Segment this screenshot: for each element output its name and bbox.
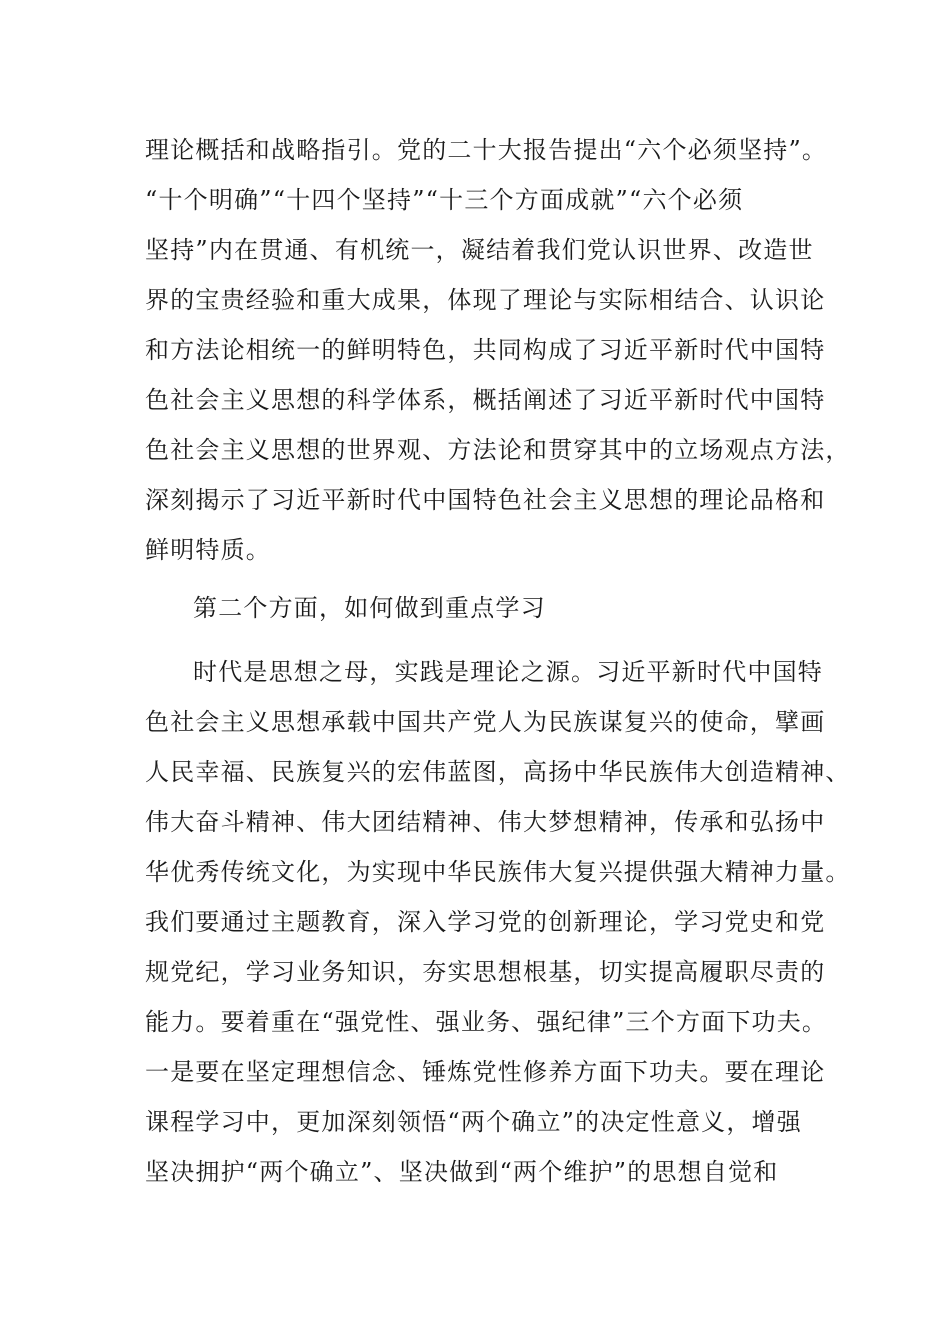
text-line: 华优秀传统文化，为实现中华民族伟大复兴提供强大精神力量。 [145, 858, 851, 886]
text-line: 理论概括和战略指引。党的二十大报告提出“六个必须坚持”。 [145, 136, 828, 164]
text-line: 界的宝贵经验和重大成果，体现了理论与实际相结合、认识论 [145, 286, 826, 314]
section-heading [145, 583, 810, 633]
text-line: 课程学习中，更加深刻领悟“两个确立”的决定性意义，增强 [145, 1108, 802, 1136]
text-line: 色社会主义思想承载中国共产党人为民族谋复兴的使命，擘画 [145, 708, 826, 736]
paragraph-body [145, 647, 851, 1197]
text-line: 和方法论相统一的鲜明特色，共同构成了习近平新时代中国特 [145, 336, 826, 364]
text-line: 一是要在坚定理想信念、锤炼党性修养方面下功夫。要在理论 [145, 1058, 826, 1086]
text-line: 我们要通过主题教育，深入学习党的创新理论，学习党史和党 [145, 908, 826, 936]
text-line: 时代是思想之母，实践是理论之源。习近平新时代中国特 [193, 658, 823, 686]
text-line: 鲜明特质。 [145, 536, 271, 564]
text-line: 坚决拥护“两个确立”、坚决做到“两个维护”的思想自觉和 [145, 1158, 779, 1186]
text-line: 人民幸福、民族复兴的宏伟蓝图，高扬中华民族伟大创造精神、 [145, 758, 851, 786]
text-line: 能力。要着重在“强党性、强业务、强纪律”三个方面下功夫。 [145, 1008, 828, 1036]
paragraph-continuation [145, 125, 851, 575]
text-line: 规党纪，学习业务知识，夯实思想根基，切实提高履职尽责的 [145, 958, 826, 986]
text-line: 色社会主义思想的世界观、方法论和贯穿其中的立场观点方法， [145, 436, 851, 464]
text-line: 色社会主义思想的科学体系，概括阐述了习近平新时代中国特 [145, 386, 826, 414]
section-heading-text: 第二个方面，如何做到重点学习 [193, 594, 546, 622]
text-line: 坚持”内在贯通、有机统一，凝结着我们党认识世界、改造世 [145, 236, 814, 264]
text-line: 伟大奋斗精神、伟大团结精神、伟大梦想精神，传承和弘扬中 [145, 808, 826, 836]
text-line: “十个明确”“十四个坚持”“十三个方面成就”“六个必须 [145, 186, 744, 214]
text-line: 深刻揭示了习近平新时代中国特色社会主义思想的理论品格和 [145, 486, 826, 514]
